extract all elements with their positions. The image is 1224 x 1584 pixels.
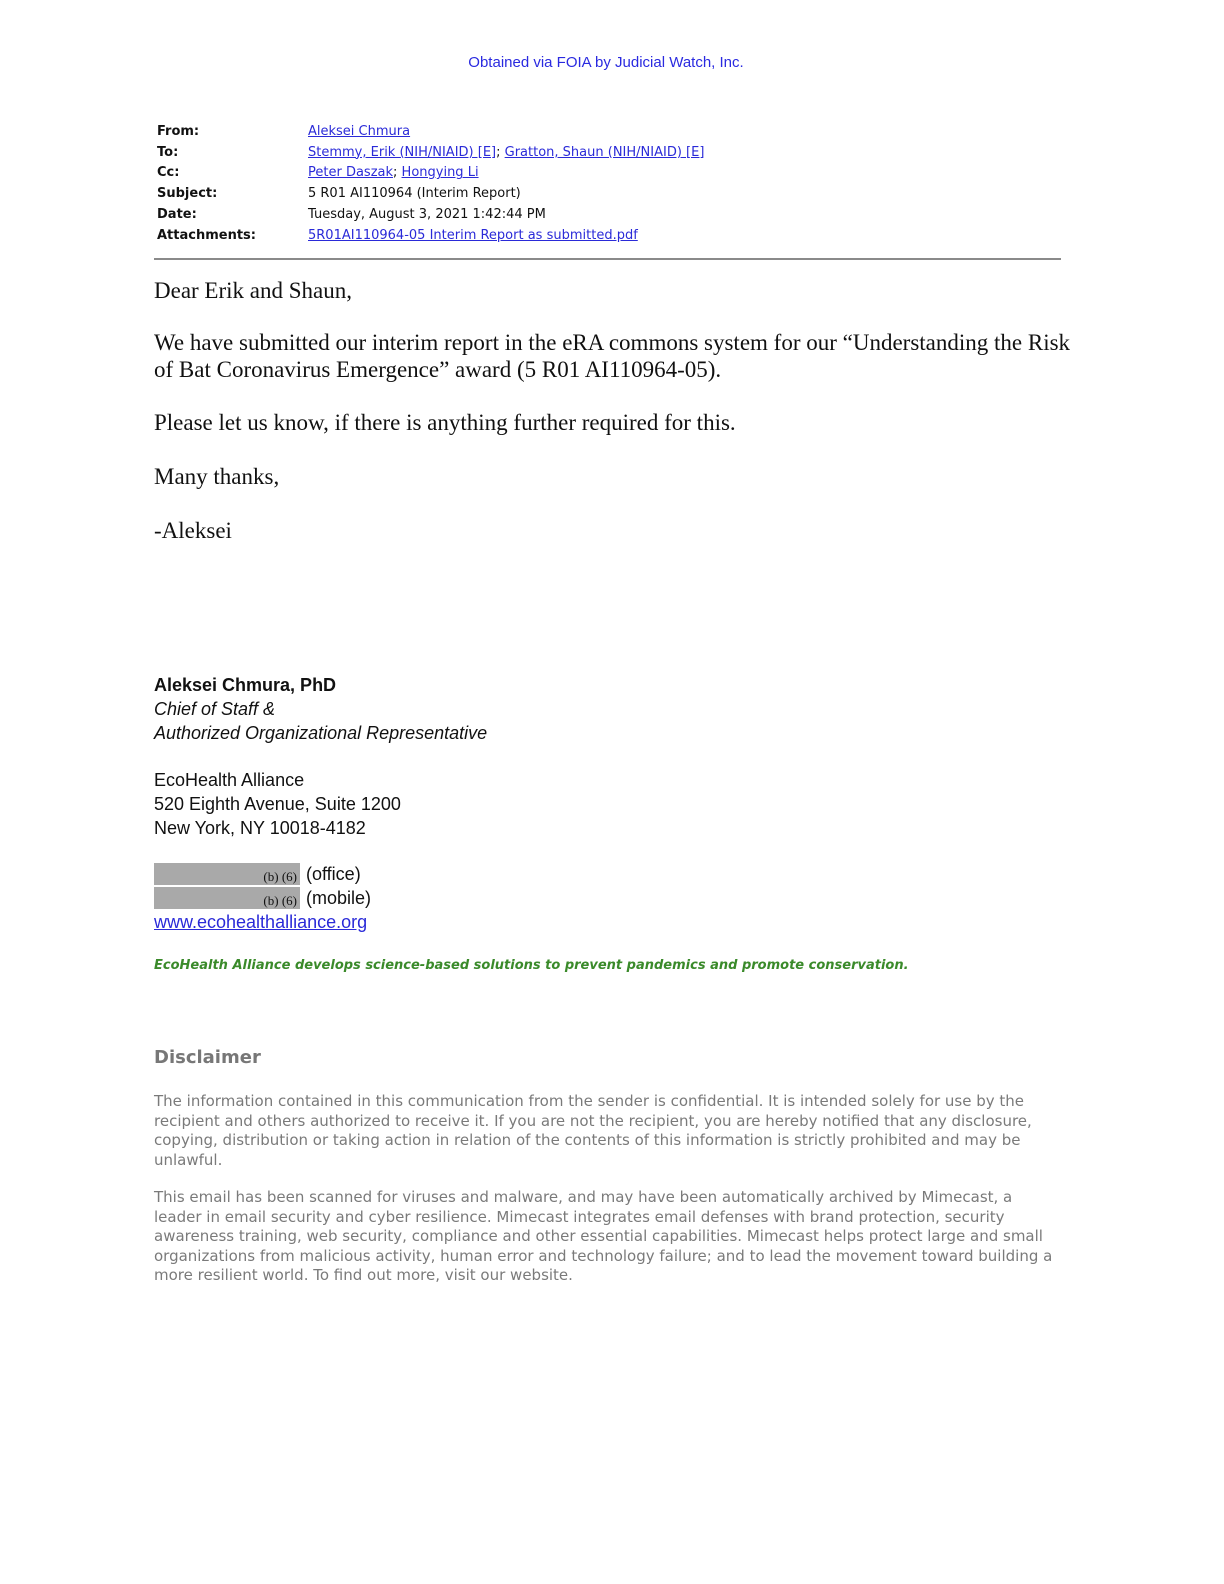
signature-title: Chief of Staff & (154, 699, 276, 719)
signature-title: Authorized Organizational Representative (154, 723, 488, 743)
website-link[interactable]: www.ecohealthalliance.org (154, 912, 368, 932)
cc-value (308, 165, 479, 180)
cc-recipient-link[interactable]: Peter Daszak (308, 165, 394, 181)
date-value: Tuesday, August 3, 2021 1:42:44 PM (308, 207, 546, 223)
header-row-attachments (157, 225, 1062, 246)
header-row-to (157, 142, 1062, 163)
to-recipient-link[interactable]: Stemmy, Erik (NIH/NIAID) [E] (308, 144, 497, 160)
subject-label: Subject: (157, 186, 218, 202)
header-row-date (157, 204, 1062, 225)
redaction-code: (b) (6) (263, 869, 297, 884)
cc-separator: ; (393, 165, 398, 181)
cc-label: Cc: (157, 165, 180, 181)
disclaimer-paragraph: The information contained in this communication from the sender is confidential. It is intended solely for use by the recipient and others authorized to receive it. If you are not the recipient, you are hereby notified that any disclosure, copying, distribution or taking action in relation of the contents of this information is strictly prohibited and may be unlawful. (154, 1092, 1032, 1169)
signature-address (154, 768, 401, 840)
date-label: Date: (157, 207, 197, 223)
mobile-phone-label: (mobile) (306, 888, 372, 908)
office-phone-label: (office) (306, 864, 361, 884)
mobile-phone-row (154, 886, 371, 910)
attachments-label: Attachments: (157, 227, 256, 243)
disclaimer-title: Disclaimer (154, 1047, 261, 1068)
address-line: New York, NY 10018-4182 (154, 818, 366, 838)
body-paragraph: We have submitted our interim report in the eRA commons system for our “Understanding the Risk of Bat Coronavirus Emergence” award (5 R01 AI110964-05). (154, 330, 1071, 382)
from-link[interactable]: Aleksei Chmura (308, 123, 411, 139)
header-row-subject (157, 183, 1062, 204)
redaction-box (154, 887, 300, 909)
office-phone-row (154, 862, 371, 886)
header-row-cc (157, 163, 1062, 184)
website-row (154, 910, 371, 934)
signature-contact (154, 862, 371, 934)
to-recipient-link[interactable]: Gratton, Shaun (NIH/NIAID) [E] (504, 144, 705, 160)
redaction-box (154, 863, 300, 885)
signature-block (154, 673, 487, 745)
organization-tagline: EcoHealth Alliance develops science-based solutions to prevent pandemics and promote conservation. (154, 958, 909, 973)
to-value (308, 145, 704, 160)
closing: Many thanks, (154, 464, 280, 489)
attachments-value (308, 228, 638, 243)
subject-value: 5 R01 AI110964 (Interim Report) (308, 186, 521, 202)
redaction-code: (b) (6) (263, 893, 297, 908)
address-line: 520 Eighth Avenue, Suite 1200 (154, 794, 401, 814)
body-paragraph: Please let us know, if there is anything further required for this. (154, 410, 736, 435)
disclaimer-paragraph: This email has been scanned for viruses and malware, and may have been automatically archived by Mimecast, a leader in email security and cyber resilience. Mimecast integrates email defenses with brand protection, security awareness training, web security, compliance and other essential capabilities. Mimecast helps protect large and small organizations from malicious activity, human error and technology failure; and to lead the movement toward building a more resilient world. To find out more, visit our website. (154, 1188, 1053, 1284)
attachment-link[interactable]: 5R01AI110964-05 Interim Report as submitted.pdf (308, 227, 638, 243)
header-divider (154, 258, 1061, 260)
organization-name: EcoHealth Alliance (154, 770, 305, 790)
from-value (308, 124, 410, 139)
greeting: Dear Erik and Shaun, (154, 278, 352, 303)
signature-name: Aleksei Chmura, PhD (154, 675, 337, 695)
foia-banner: Obtained via FOIA by Judicial Watch, Inc. (468, 54, 744, 71)
email-headers (157, 121, 1062, 246)
from-label: From: (157, 123, 200, 139)
header-row-from (157, 121, 1062, 142)
to-label: To: (157, 144, 179, 160)
to-separator: ; (496, 144, 501, 160)
signoff: -Aleksei (154, 518, 232, 543)
cc-recipient-link[interactable]: Hongying Li (401, 165, 479, 181)
